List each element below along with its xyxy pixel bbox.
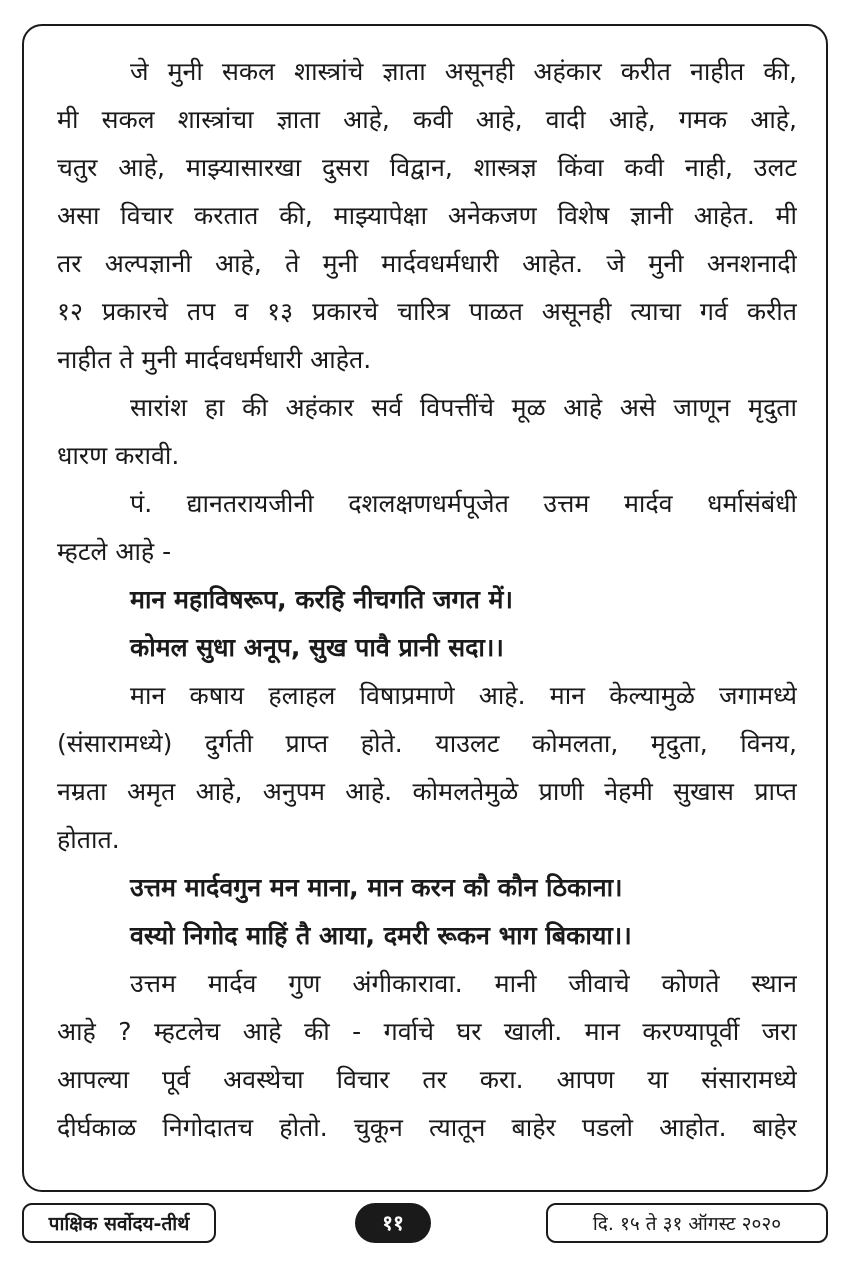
- body-line: होतात.: [57, 825, 120, 854]
- article-body: [57, 48, 797, 1152]
- body-line: जे मुनी सकल शास्त्रांचे ज्ञाता असूनही अहंकार करीत नाहीत की,: [130, 57, 797, 86]
- body-line: नाहीत ते मुनी मार्दवधर्मधारी आहेत.: [57, 345, 372, 374]
- body-line: आहे ? म्हटलेच आहे की - गर्वाचे घर खाली. मान करण्यापूर्वी जरा: [57, 1017, 797, 1046]
- body-line: चतुर आहे, माझ्यासारखा दुसरा विद्वान, शास्त्रज्ञ किंवा कवी नाही, उलट: [57, 153, 797, 182]
- verse-line: उत्तम मार्दवगुन मन माना, मान करन कौ कौन ठिकाना।: [130, 873, 623, 902]
- body-line: मान कषाय हलाहल विषाप्रमाणे आहे. मान केल्यामुळे जगामध्ये: [130, 681, 797, 710]
- publication-name: पाक्षिक सर्वोदय-तीर्थ: [48, 1213, 190, 1235]
- body-line: (संसारामध्ये) दुर्गती प्राप्त होते. याउलट कोमलता, मृदुता, विनय,: [57, 729, 797, 758]
- body-line: आपल्या पूर्व अवस्थेचा विचार तर करा. आपण या संसारामध्ये: [57, 1065, 797, 1094]
- verse-line: कोमल सुधा अनूप, सुख पावै प्रानी सदा।।: [130, 633, 504, 662]
- page-number-badge: [355, 1203, 431, 1243]
- body-line: मी सकल शास्त्रांचा ज्ञाता आहे, कवी आहे, वादी आहे, गमक आहे,: [57, 105, 797, 134]
- body-line: सारांश हा की अहंकार सर्व विपत्तींचे मूळ आहे असे जाणून मृदुता: [130, 393, 797, 422]
- body-line: नम्रता अमृत आहे, अनुपम आहे. कोमलतेमुळे प्राणी नेहमी सुखास प्राप्त: [57, 777, 797, 806]
- body-line: १२ प्रकारचे तप व १३ प्रकारचे चारित्र पाळत असूनही त्याचा गर्व करीत: [57, 297, 797, 326]
- issue-date-box: [546, 1203, 828, 1243]
- body-line: म्हटले आहे -: [57, 537, 172, 566]
- publication-name-box: [22, 1203, 216, 1243]
- body-line: उत्तम मार्दव गुण अंगीकारावा. मानी जीवाचे कोणते स्थान: [130, 969, 797, 998]
- body-line: धारण करावी.: [57, 441, 180, 470]
- body-line: पं. द्यानतरायजीनी दशलक्षणधर्मपूजेत उत्तम मार्दव धर्मासंबंधी: [130, 489, 797, 518]
- body-line: तर अल्पज्ञानी आहे, ते मुनी मार्दवधर्मधारी आहेत. जे मुनी अनशनादी: [57, 249, 797, 278]
- body-line: दीर्घकाळ निगोदातच होतो. चुकून त्यातून बाहेर पडलो आहोत. बाहेर: [57, 1113, 797, 1142]
- issue-date: दि. १५ ते ३१ ऑगस्ट २०२०: [592, 1213, 782, 1235]
- page-number: ११: [382, 1211, 404, 1235]
- verse-line: वस्यो निगोद माहिं तै आया, दमरी रूकन भाग बिकाया।।: [130, 921, 632, 950]
- verse-line: मान महाविषरूप, करहि नीचगति जगत में।: [130, 585, 513, 614]
- body-line: असा विचार करतात की, माझ्यापेक्षा अनेकजण विशेष ज्ञानी आहेत. मी: [57, 201, 797, 230]
